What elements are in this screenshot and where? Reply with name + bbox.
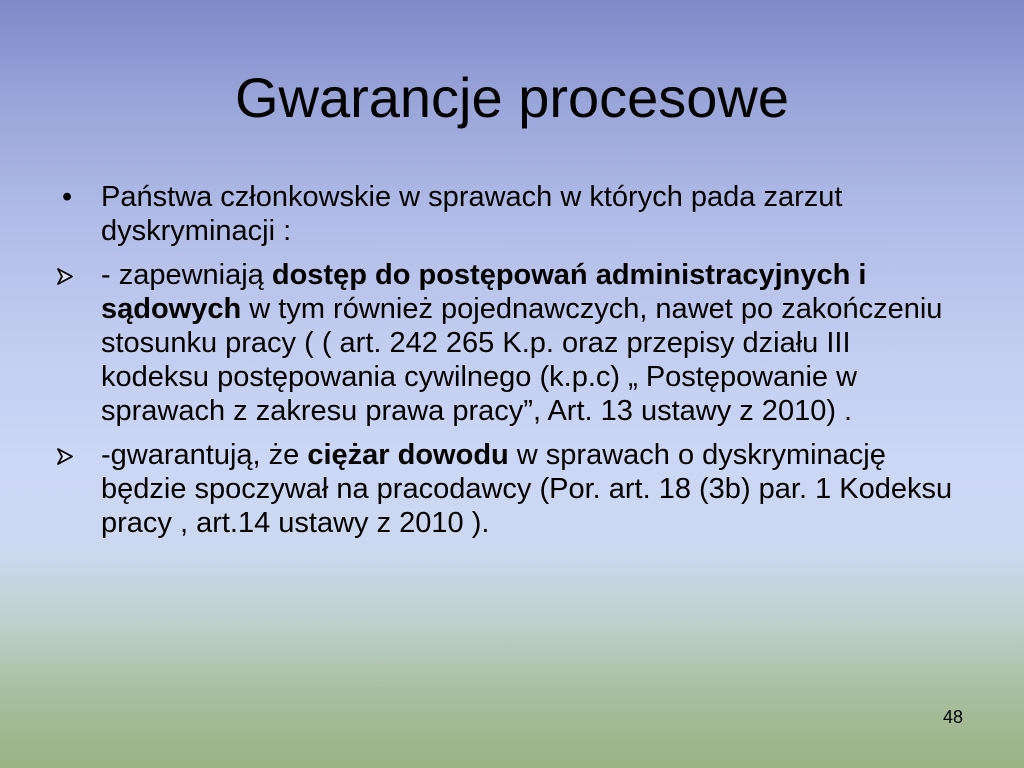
list-item-text-suffix: w tym również pojednawczych, nawet po zakończeniu stosunku pracy ( ( art. 242 265 K.p. oraz przepisy działu III kodeksu postępowania cywilnego (k.p.c) „ Postępowanie w sprawach z zakresu prawa pracy”, Art. 13 ustawy z 2010) . [101,293,943,427]
list-item-access-to-proceedings [56,258,966,428]
list-item-text-prefix: -gwarantują, że [101,439,308,471]
list-item-text-suffix: w sprawach o dyskryminację będzie spoczywał na pracodawcy (Por. art. 18 (3b) par. 1 Kodeksu pracy , art.14 ustawy z 2010 ). [101,439,953,539]
slide-content-list [56,180,966,550]
list-item-text: Państwa członkowskie w sprawach w których pada zarzut dyskryminacji : [101,181,843,247]
bold-phrase-burden: ciężar dowodu [307,439,509,471]
list-item-text-prefix: - zapewniają [101,259,272,291]
list-item-intro [56,180,966,248]
arrow-bullet-icon [56,258,86,286]
slide-title: Gwarancje procesowe [234,66,790,129]
page-number: 48 [942,707,963,727]
arrow-bullet-icon [56,438,86,466]
list-item-burden-of-proof [56,438,966,540]
bullet-icon: • [62,181,73,213]
bold-phrase-access: dostęp do postępowań administracyjnych i sądowych [101,259,867,325]
